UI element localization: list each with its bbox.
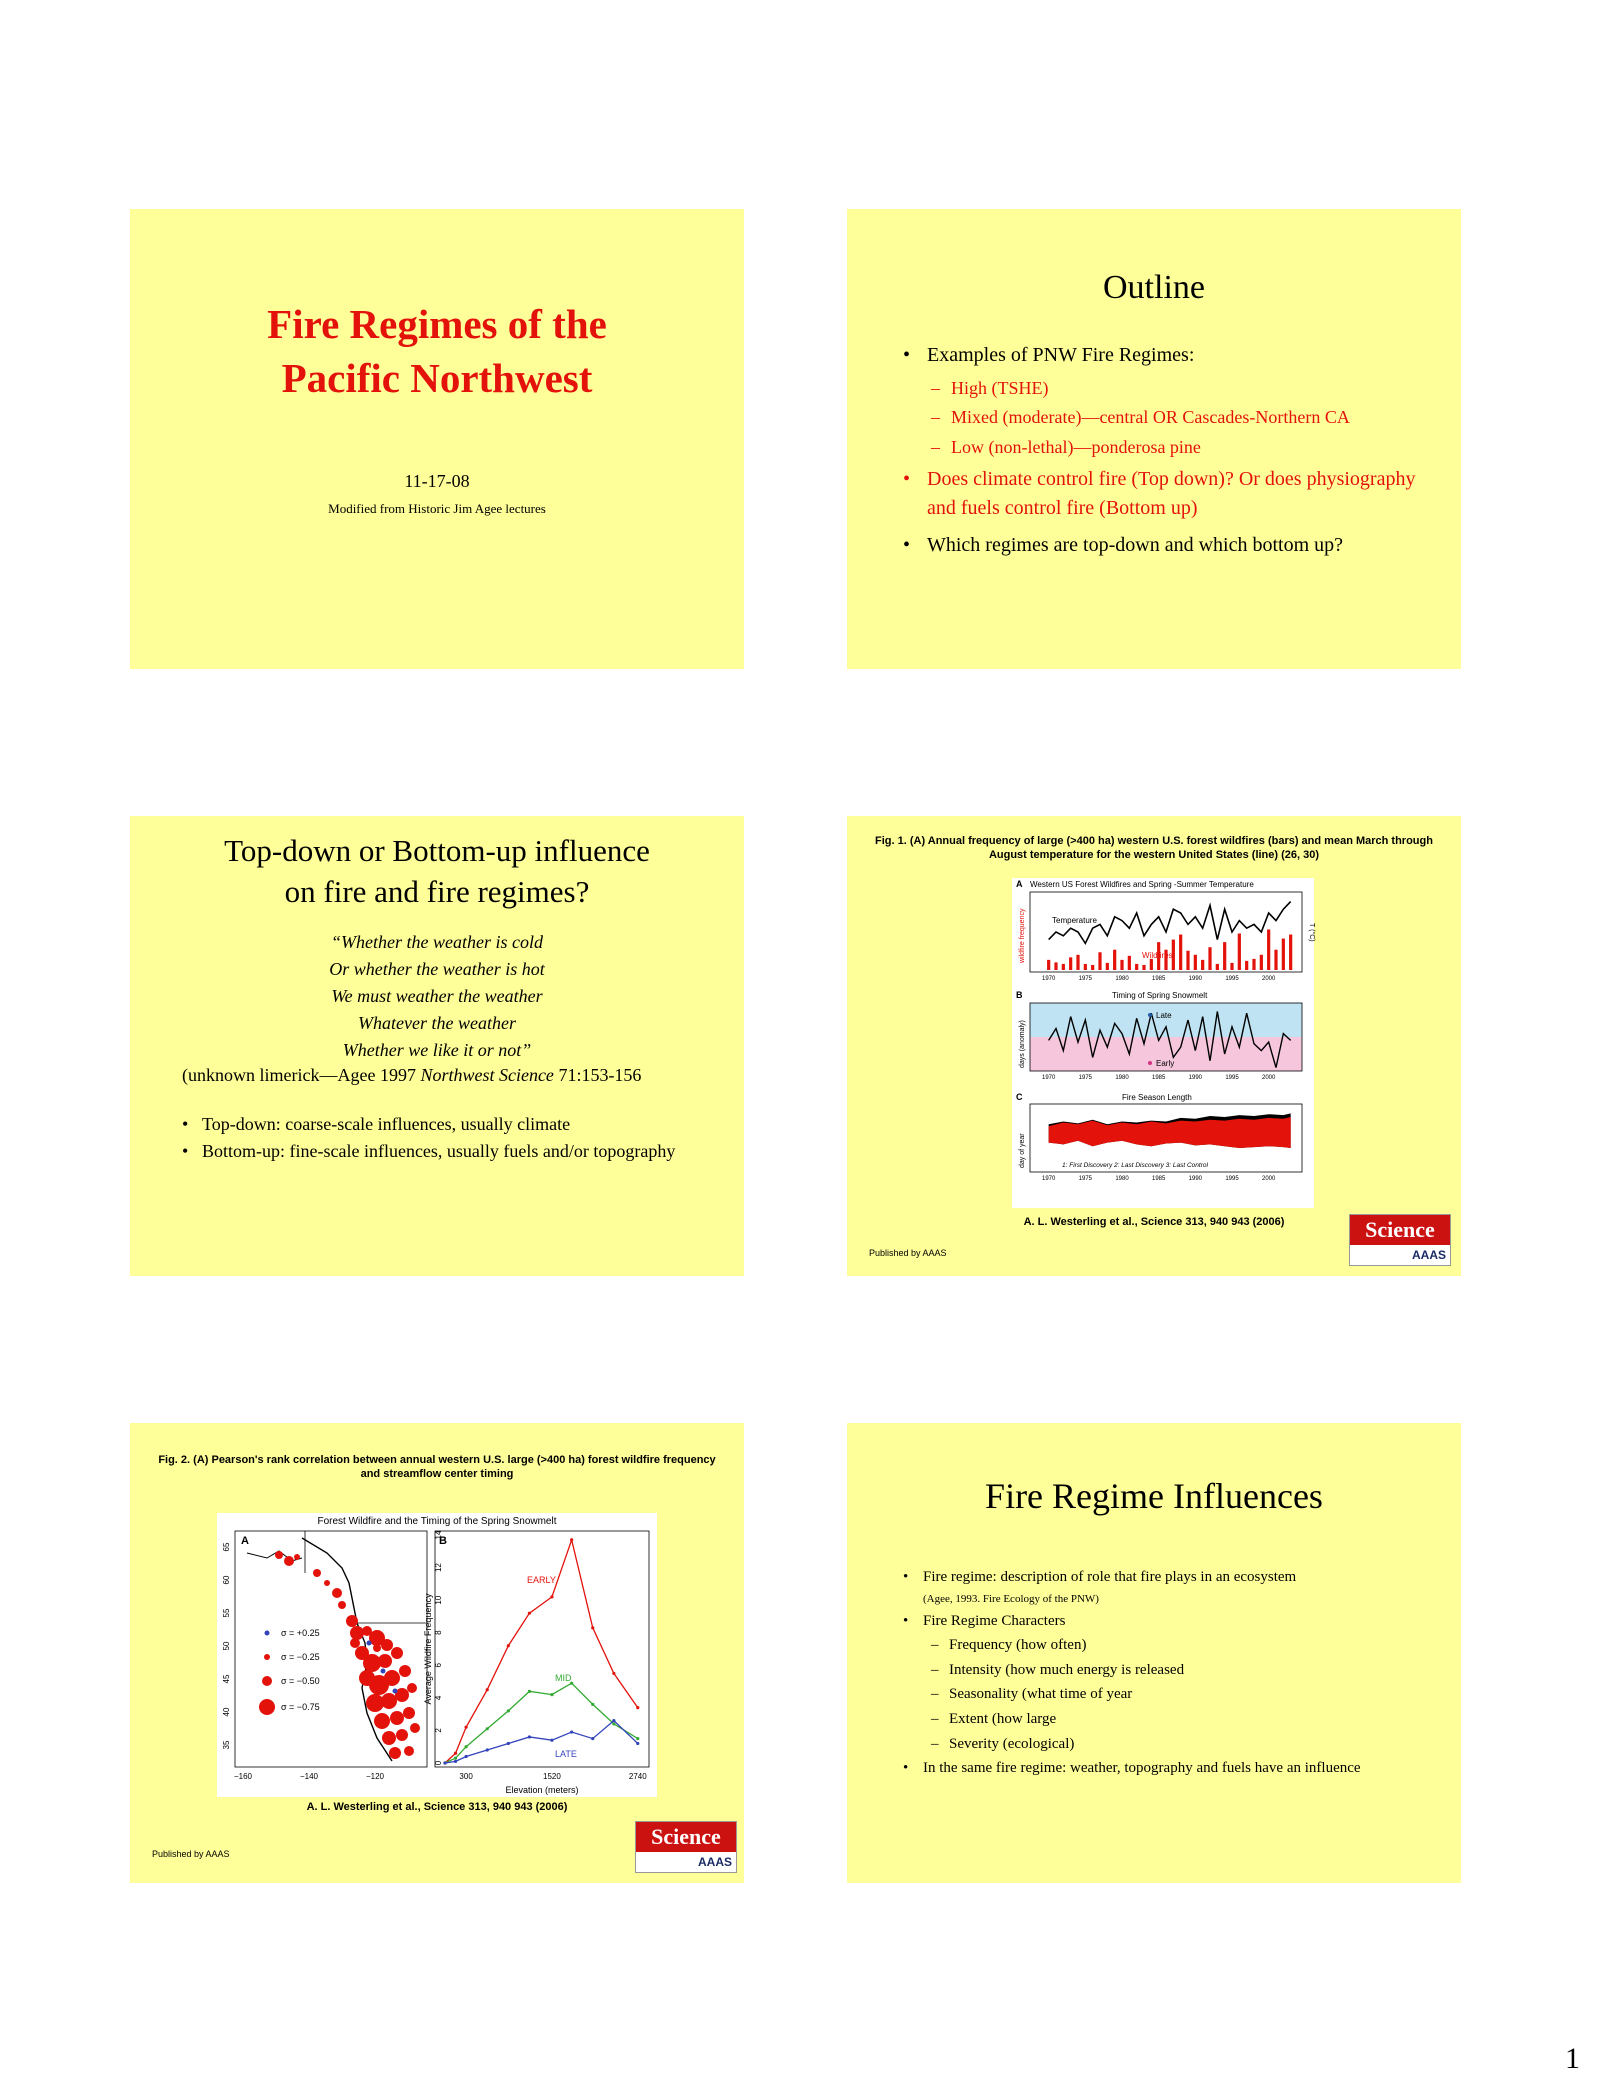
figure-1-citation: A. L. Westerling et al., Science 313, 940 943 (2006) [1023,1216,1285,1228]
outline-bullet-2 [903,465,1421,523]
slide-3-title-line2: on fire and fire regimes? [284,874,590,909]
series-point [591,1737,594,1740]
figure-1 [1012,878,1314,1208]
slide-3-bullet-2-text: Bottom-up: fine-scale influences, usually fuels and/or topography [202,1141,676,1161]
character-item [931,1684,1421,1704]
aaas-logo-text: AAAS [697,1855,732,1869]
slide-1-title-line2: Pacific Northwest [281,355,593,401]
wildfire-bar [1120,960,1123,970]
legend-label: σ = +0.25 [281,1628,320,1638]
correlation-dot [381,1693,397,1709]
character-item-text: Extent (how large [949,1711,1057,1727]
map-ytick-label: 45 [222,1674,231,1684]
year-tick-label: 1995 [1225,976,1239,982]
correlation-dot [389,1747,401,1759]
series-point [507,1709,510,1712]
aaas-logo-text: AAAS [1411,1248,1446,1262]
science-logo [635,1821,737,1873]
chart-ytick-label: 0 [434,1760,443,1766]
year-tick-label: 1970 [1041,976,1056,982]
slide-2-title: Outline [1103,269,1205,306]
character-item-text: Intensity (how much energy is released [949,1662,1185,1678]
correlation-dot [338,1601,346,1609]
year-tick-label: 1985 [1151,1075,1166,1081]
map-ytick-label: 65 [222,1542,231,1552]
correlation-dot [350,1626,364,1640]
chart-ytick-label: 2 [434,1728,443,1733]
year-tick-label: 1990 [1188,1176,1203,1182]
bullet-dot: • [903,1760,909,1776]
wildfire-bar [1216,964,1219,970]
figure-1-caption: Fig. 1. (A) Annual frequency of large (>400 ha) western U.S. forest wildfires (bars) and mean March through August temperature for the western United States (line) (26, 30) [875,835,1433,861]
slide-1-date: 11-17-08 [404,471,470,491]
wildfire-bar [1208,947,1211,970]
bullet-dot: • [182,1114,189,1134]
series-point [636,1706,639,1709]
chart-xlabel: Elevation (meters) [505,1785,579,1795]
wildfire-bar [1223,942,1226,970]
outline-sub-2 [931,405,1441,429]
wildfires-label: Wildfires [1142,951,1173,960]
series-point [528,1690,531,1693]
slide-3 [130,816,744,1276]
figure-2-caption: Fig. 2. (A) Pearson's rank correlation between annual western U.S. large (>400 ha) forest wildfire frequency and streamflow center timing [158,1454,716,1480]
chart-xtick-label: 2740 [628,1772,647,1781]
bullet-dot: • [182,1141,189,1161]
page-number: 1 [1565,2042,1580,2075]
slide-6-title: Fire Regime Influences [985,1476,1323,1516]
map-xtick-label: −160 [233,1772,253,1781]
year-tick-label: 2000 [1261,1075,1276,1081]
correlation-dot [390,1711,404,1725]
late-marker [1148,1013,1152,1017]
figure-1-svg [1012,878,1314,1208]
series-point [550,1739,553,1742]
map-ytick-label: 40 [222,1707,231,1717]
outline-bullet-3-text: Which regimes are top-down and which bottom up? [927,534,1343,556]
science-logo [1349,1214,1451,1266]
wildfire-bar [1245,961,1248,970]
slide-3-bullet-1-text: Top-down: coarse-scale influences, usually climate [202,1114,571,1134]
wildfire-bar [1238,934,1241,970]
outline-sub-3-text: Low (non-lethal)—ponderosa pine [951,437,1201,457]
series-point [612,1672,615,1675]
slide-1-title-line1: Fire Regimes of the [267,301,607,347]
outline-bullet-2-text: Does climate control fire (Top down)? Or does physiography and fuels control fire (Bottom up) [927,468,1416,519]
panel-a-title: Western US Forest Wildfires and Spring -Summer Temperature [1030,880,1254,889]
year-tick-label: 1990 [1188,976,1203,982]
wildfire-bar [1062,964,1065,970]
correlation-dot [381,1639,393,1651]
slide-6-bullet-3 [903,1758,1421,1778]
slide-6-bullet-2-text: Fire Regime Characters [923,1613,1066,1629]
series-point [591,1703,594,1706]
wildfire-bar [1142,965,1145,970]
panel-a-bars [1047,929,1292,970]
wildfire-bar [1267,929,1270,970]
series-point [465,1755,468,1758]
correlation-dot [374,1713,390,1729]
series-line [445,1540,638,1763]
wildfire-bar [1230,963,1233,970]
publisher-note: Published by AAAS [152,1849,230,1859]
slide-5 [130,1423,744,1883]
series-point [612,1722,615,1725]
panel-c-title: Fire Season Length [1122,1093,1192,1102]
slide-3-bullet-2 [182,1140,704,1162]
wildfire-bar [1113,950,1116,970]
series-point [486,1688,489,1691]
series-point [528,1612,531,1615]
series-point [591,1626,594,1629]
year-tick-label: 1990 [1188,1075,1203,1081]
wildfire-bar [1135,964,1138,970]
year-tick-label: 1980 [1115,1176,1129,1182]
slide-2 [847,209,1461,669]
legend-dot-large [259,1699,275,1715]
panel-b-title: Timing of Spring Snowmelt [1112,991,1208,1000]
slide-3-title [130,830,744,912]
slide-3-bullet-1 [182,1113,704,1135]
year-tick-label: 2000 [1261,976,1276,982]
science-logo-text: Science [636,1822,736,1852]
slide-1 [130,209,744,669]
correlation-dot [284,1556,294,1566]
outline-sub-2-text: Mixed (moderate)—central OR Cascades-Northern CA [951,407,1350,427]
outline-bullet-1-text: Examples of PNW Fire Regimes: [927,344,1195,366]
ref-prefix: (unknown limerick—Agee 1997 [182,1065,421,1085]
series-point [465,1726,468,1729]
series-point [486,1727,489,1730]
year-tick-label: 1975 [1078,1176,1093,1182]
slide-1-subtitle: Modified from Historic Jim Agee lectures [328,501,546,516]
correlation-dot [396,1729,408,1741]
wildfire-bar [1274,950,1277,970]
wildfire-bar [1282,939,1285,970]
chart-ytick-label: 12 [434,1563,443,1573]
series-early-label: EARLY [527,1575,556,1585]
correlation-dot [324,1580,330,1586]
early-label: Early [1156,1059,1175,1068]
ref-suffix: 71:153-156 [553,1065,642,1085]
early-marker [1148,1061,1152,1065]
panel-b-year-ticks [1042,1075,1276,1081]
correlation-dot [332,1588,342,1598]
legend-label: σ = −0.75 [281,1702,320,1712]
panel-c-year-ticks [1042,1176,1276,1182]
correlation-dot [294,1554,300,1560]
figure-2-citation: A. L. Westerling et al., Science 313, 940 943 (2006) [306,1801,568,1813]
panel-c-ylabel: day of year [1019,1133,1026,1168]
series-mid-label: MID [555,1673,572,1683]
panel-b-ylabel: days (anomaly) [1019,1020,1026,1068]
limerick-line: “Whether the weather is cold [331,932,543,952]
series-point [570,1730,573,1733]
map-panel-letter: A [241,1535,249,1547]
series-point [507,1742,510,1745]
wildfire-bar [1128,956,1131,970]
wildfire-bar [1069,957,1072,970]
wildfire-bar [1194,955,1197,970]
series-point [550,1693,553,1696]
correlation-dot-positive [367,1641,372,1646]
bullet-dot: • [903,344,911,366]
correlation-dot [399,1665,411,1677]
year-tick-label: 1985 [1151,976,1166,982]
correlation-dot [350,1638,360,1648]
year-tick-label: 1970 [1041,1176,1056,1182]
wildfire-bar [1179,935,1182,970]
slide-6-source: (Agee, 1993. Fire Ecology of the PNW) [923,1593,1099,1605]
dash: – [931,1686,939,1702]
dash: – [931,437,940,457]
panel-a-ylabel: wildfire frequency [1019,908,1026,963]
limerick [130,929,744,1064]
chart-ytick-label: 8 [434,1630,443,1635]
legend-dot-medium [262,1676,272,1686]
dash: – [931,1662,939,1678]
wildfire-bar [1084,964,1087,970]
chart-xtick-label: 1520 [543,1772,561,1781]
correlation-dot [391,1647,403,1659]
chart-ytick-label: 4 [434,1695,443,1701]
year-tick-label: 1970 [1041,1075,1056,1081]
bullet-dot: • [903,468,911,490]
series-line [445,1683,638,1763]
wildfire-bar [1047,960,1050,970]
panel-a-y2label: T (°C) [1308,923,1315,942]
year-tick-label: 1995 [1225,1075,1239,1081]
wildfire-bar [1106,963,1109,970]
limerick-line: Or whether the weather is hot [329,959,545,979]
correlation-dot [382,1731,396,1745]
character-item-text: Frequency (how often) [949,1637,1087,1653]
chart-ylabel: Average Wildfire Frequency [423,1593,433,1705]
map-ytick-label: 50 [222,1641,231,1651]
limerick-line: Whatever the weather [358,1013,516,1033]
panel-b-letter: B [1016,990,1023,1000]
temperature-label: Temperature [1052,916,1097,925]
slide-6-bullet-1-text: Fire regime: description of role that fire plays in an ecosystem [923,1569,1297,1585]
legend-label: σ = −0.25 [281,1652,320,1662]
wildfire-bar [1054,962,1057,970]
chart-ytick-label: 14 [434,1530,443,1540]
correlation-dot [407,1683,417,1693]
series-point [443,1761,446,1764]
year-tick-label: 1995 [1225,1176,1239,1182]
figure-2-title: Forest Wildfire and the Timing of the Spring Snowmelt [317,1516,557,1527]
series-point [465,1745,468,1748]
dash: – [931,407,940,427]
correlation-dot [404,1746,414,1756]
dash: – [931,1637,939,1653]
ref-journal: Northwest Science [420,1065,554,1085]
wildfire-bar [1076,955,1079,970]
correlation-dot [403,1707,415,1719]
correlation-dot [373,1644,381,1652]
outline-sub-3 [931,435,1441,459]
dash: – [931,1711,939,1727]
bullet-dot: • [903,534,911,556]
wildfire-bar [1150,959,1153,970]
correlation-dot-positive [393,1689,398,1694]
slide-6-bullet-1 [903,1567,1421,1587]
series-point [612,1719,615,1722]
panel-c-legend: 1: First Discovery 2: Last Discovery 3: Last Control [1062,1162,1208,1169]
slide-6 [847,1423,1461,1883]
wildfire-bar [1186,951,1189,970]
chart-xtick-label: 300 [459,1772,473,1781]
correlation-dot-positive [381,1669,386,1674]
character-item [931,1709,1421,1729]
series-point [454,1760,457,1763]
chart-ytick-label: 6 [434,1663,443,1668]
map-ytick-label: 55 [222,1608,231,1618]
correlation-dot [378,1654,392,1668]
correlation-dot [313,1569,321,1577]
series-point [507,1644,510,1647]
outline-bullet-3 [903,531,1421,560]
character-item-text: Seasonality (what time of year [949,1686,1133,1702]
late-band [1030,1003,1302,1037]
series-point [528,1735,531,1738]
year-tick-label: 1980 [1115,1075,1129,1081]
correlation-dot [275,1551,283,1559]
limerick-reference [182,1064,704,1086]
series-late-label: LATE [555,1749,577,1759]
series-line [445,1721,638,1763]
slide-6-bullet-3-text: In the same fire regime: weather, topography and fuels have an influence [923,1760,1361,1776]
dash: – [931,1736,939,1752]
series-point [636,1737,639,1740]
figure-2 [217,1513,657,1797]
wildfire-bar [1252,959,1255,970]
series-point [486,1748,489,1751]
slide-6-bullet-2 [903,1611,1421,1631]
limerick-line: Whether we like it or not” [342,1040,532,1060]
chart-ytick-label: 10 [434,1595,443,1605]
character-item [931,1660,1421,1680]
legend-label: σ = −0.50 [281,1676,320,1686]
year-tick-label: 1975 [1078,976,1093,982]
bullet-dot: • [903,1569,909,1585]
series-point [570,1538,573,1541]
map-xtick-label: −120 [365,1772,385,1781]
wildfire-bar [1201,960,1204,970]
legend-dot-positive [265,1631,270,1636]
map-ytick-label: 60 [222,1575,231,1585]
wildfire-bar [1289,935,1292,970]
year-tick-label: 1975 [1078,1075,1093,1081]
year-tick-label: 1985 [1151,1176,1166,1182]
late-label: Late [1156,1011,1172,1020]
limerick-line: We must weather the weather [331,986,543,1006]
correlation-dot [410,1723,420,1733]
outline-sub-1-text: High (TSHE) [951,378,1049,398]
panel-a-year-ticks [1042,976,1276,982]
character-item-text: Severity (ecological) [949,1736,1075,1752]
series-point [550,1595,553,1598]
outline-sub-1 [931,376,1441,400]
year-tick-label: 2000 [1261,1176,1276,1182]
slide-3-title-line1: Top-down or Bottom-up influence [224,833,650,868]
wildfire-bar [1098,952,1101,970]
map-ytick-label: 35 [222,1740,231,1750]
character-item [931,1635,1421,1655]
slide-1-title [130,297,744,405]
dash: – [931,378,940,398]
correlation-dot [346,1615,358,1627]
publisher-note: Published by AAAS [869,1248,947,1258]
science-logo-text: Science [1350,1215,1450,1245]
chart-panel-letter: B [439,1535,447,1547]
legend-dot-small [264,1654,270,1660]
elevation-chart [434,1530,647,1781]
series-point [454,1757,457,1760]
outline-bullet-1 [903,341,1421,370]
bullet-dot: • [903,1613,909,1629]
character-item [931,1734,1421,1754]
wildfire-bar [1260,955,1263,970]
wildfire-bar [1091,965,1094,970]
panel-a-letter: A [1016,879,1023,889]
series-point [636,1742,639,1745]
year-tick-label: 1980 [1115,976,1129,982]
chart-frame [435,1531,649,1767]
series-point [454,1752,457,1755]
map-xtick-label: −140 [299,1772,319,1781]
correlation-dot [384,1670,400,1686]
slide-4 [847,816,1461,1276]
figure-2-svg [217,1513,657,1797]
panel-c-letter: C [1016,1092,1023,1102]
